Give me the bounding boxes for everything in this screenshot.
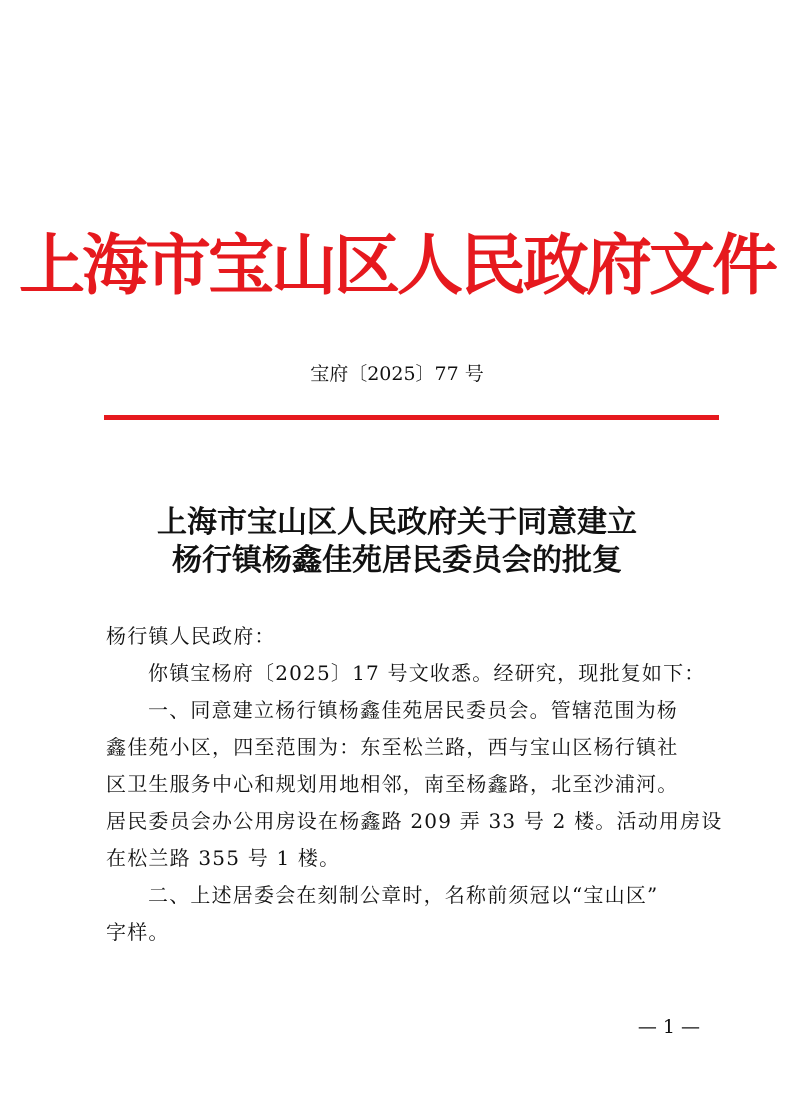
document-title-line-1: 上海市宝山区人民政府关于同意建立	[157, 505, 637, 540]
paragraph-2-line: 在松兰路 355 号 1 楼。	[106, 846, 341, 870]
paragraph-3-line: 字样。	[106, 920, 170, 944]
page-number: — 1 —	[637, 1016, 700, 1038]
paragraph-2-line: 区卫生服务中心和规划用地相邻，南至杨鑫路，北至沙浦河。	[106, 772, 679, 796]
red-separator-rule	[104, 415, 719, 420]
paragraph-2-line: 一、同意建立杨行镇杨鑫佳苑居民委员会。管辖范围为杨	[148, 698, 678, 722]
paragraph-3-line: 二、上述居委会在刻制公章时，名称前须冠以“宝山区”	[148, 883, 659, 907]
document-number: 宝府〔2025〕77 号	[310, 363, 484, 385]
document-title-line-2: 杨行镇杨鑫佳苑居民委员会的批复	[172, 543, 622, 578]
paragraph-2-line: 居民委员会办公用房设在杨鑫路 209 弄 33 号 2 楼。活动用房设	[106, 809, 723, 833]
paragraph-2-line: 鑫佳苑小区，四至范围为：东至松兰路，西与宝山区杨行镇社	[106, 735, 679, 759]
salutation: 杨行镇人民政府：	[106, 624, 276, 648]
paragraph-1: 你镇宝杨府〔2025〕17 号文收悉。经研究，现批复如下：	[148, 661, 706, 685]
document-masthead: 上海市宝山区人民政府文件	[19, 227, 775, 304]
